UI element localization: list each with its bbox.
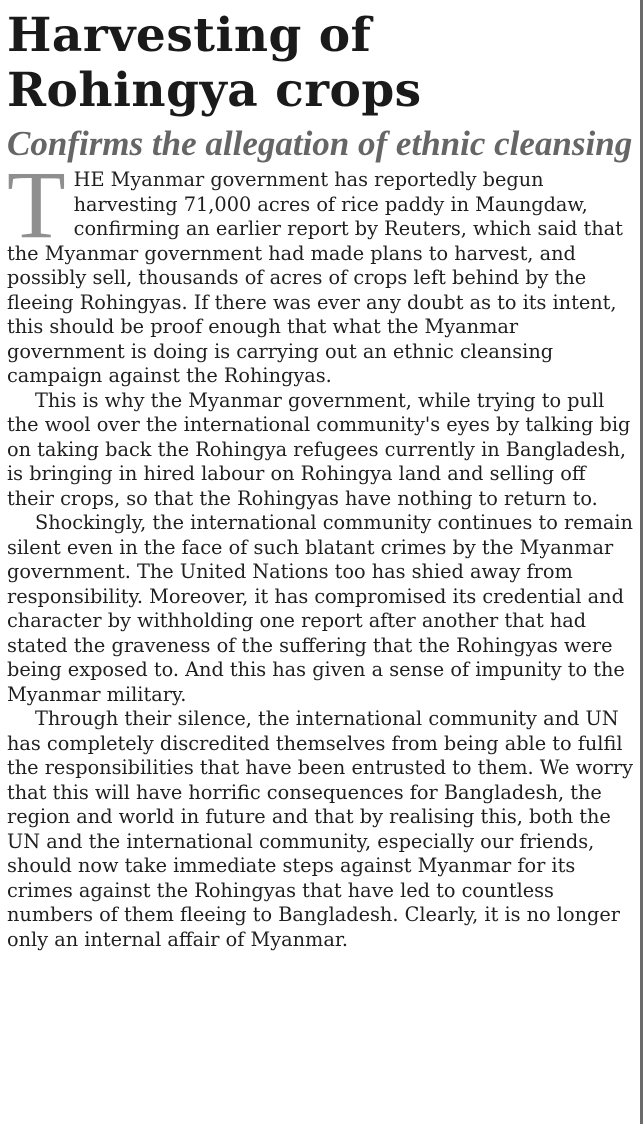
headline: Harvesting of Rohingya crops: [7, 8, 422, 118]
article-paragraph-1: [7, 151, 635, 389]
editorial-article: [7, 0, 635, 952]
subheadline: Confirms the allegation of ethnic cleansing: [7, 124, 633, 163]
article-paragraph-2: This is why the Myanmar government, while trying to pull the wool over the international community's eyes by talking big on taking back the Rohingya refugees currently in Bangladesh, is bringing in hired labour on Rohingya land and selling off their crops, so that the Rohingyas have nothing to return to.: [7, 388, 631, 510]
drop-cap-letter: T: [7, 151, 66, 258]
article-paragraph-3: Shockingly, the international community continues to remain silent even in the face of such blatant crimes by the Myanmar government. The United Nations too has shied away from responsibility. Moreover, it has compromised its credential and character by withholding one report after another that had stated the graveness of the suffering that the Rohingyas were being exposed to. And this has given a sense of impunity to the Myanmar military.: [7, 511, 633, 706]
article-paragraph-4: Through their silence, the international community and UN has completely discredited themselves from being able to fulfil the responsibilities that have been entrusted to them. We worry that this will have horrific consequences for Bangladesh, the region and world in future and that by realising this, both the UN and the international community, especially our friends, should now take immediate steps against Myanmar for its crimes against the Rohingyas that have led to countless numbers of them fleeing to Bangladesh. Clearly, it is no longer only an internal affair of Myanmar.: [7, 707, 634, 951]
paragraph-1-text: HE Myanmar government has reportedly begun harvesting 71,000 acres of rice paddy in Maungdaw, confirming an earlier report by Reuters, which said that the Myanmar government had made plans to harvest, and possibly sell, thousands of acres of crops left behind by the fleeing Rohingyas. If there was ever any doubt as to its intent, this should be proof enough that what the Myanmar government is doing is carrying out an ethnic cleansing campaign against the Rohingyas.: [7, 168, 623, 387]
article-body: [7, 151, 635, 952]
